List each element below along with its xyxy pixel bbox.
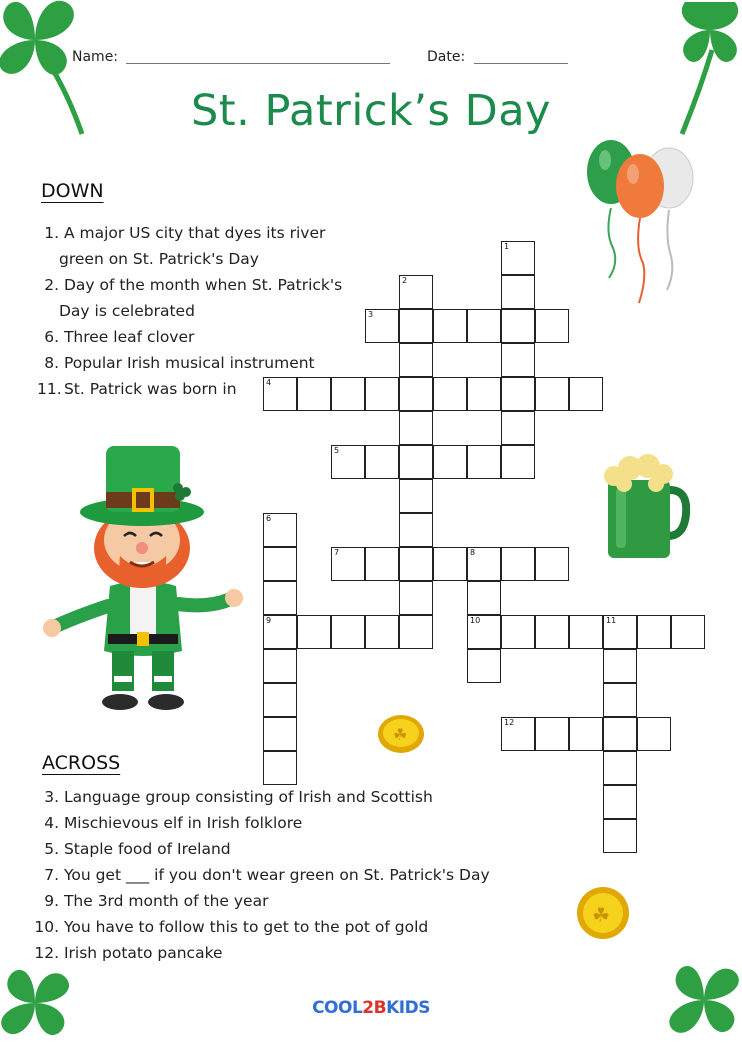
crossword-cell[interactable]	[535, 377, 569, 411]
crossword-cell[interactable]	[365, 445, 399, 479]
across-clue-number: 3.	[44, 788, 59, 806]
crossword-cell[interactable]	[399, 445, 433, 479]
crossword-cell[interactable]	[399, 309, 433, 343]
down-clue-number: 8.	[44, 354, 59, 372]
across-clue-text: Irish potato pancake	[63, 944, 223, 962]
down-clue-text: Day of the month when St. Patrick's	[63, 276, 343, 294]
cell-number: 7	[334, 548, 340, 557]
across-clue-text: Language group consisting of Irish and Scottish	[63, 788, 433, 806]
crossword-cell[interactable]	[467, 649, 501, 683]
crossword-cell[interactable]	[501, 377, 535, 411]
across-clue-4	[33, 810, 490, 836]
cell-number: 6	[266, 514, 272, 523]
across-clue-text: Staple food of Ireland	[63, 840, 231, 858]
across-clue-number: 10.	[34, 918, 59, 936]
cell-number: 9	[266, 616, 272, 625]
crossword-cell[interactable]	[297, 615, 331, 649]
cell-number: 2	[402, 276, 408, 285]
down-clue-text: green on St. Patrick's Day	[59, 250, 259, 268]
crossword-cell[interactable]	[433, 309, 467, 343]
across-clue-number: 12.	[34, 944, 59, 962]
down-clue-text: Popular Irish musical instrument	[63, 354, 315, 372]
across-clue-text: Mischievous elf in Irish folklore	[63, 814, 303, 832]
crossword-cell[interactable]	[637, 717, 671, 751]
crossword-cell[interactable]	[501, 309, 535, 343]
logo-part-1: COOL	[312, 998, 363, 1018]
crossword-cell[interactable]	[365, 309, 399, 343]
crossword-cell[interactable]	[263, 615, 297, 649]
down-clue-text: A major US city that dyes its river	[63, 224, 326, 242]
crossword-cell[interactable]	[535, 717, 569, 751]
crossword-cell[interactable]	[467, 581, 501, 615]
across-clue-12	[33, 940, 490, 966]
clover-top-right-icon	[660, 0, 742, 140]
crossword-cell[interactable]	[365, 547, 399, 581]
crossword-cell[interactable]	[603, 649, 637, 683]
crossword-cell[interactable]	[263, 547, 297, 581]
down-clue-2-cont	[37, 298, 342, 324]
crossword-cell[interactable]	[263, 513, 297, 547]
crossword-cell[interactable]	[501, 717, 535, 751]
cell-number: 8	[470, 548, 476, 557]
gold-coin-icon	[375, 712, 427, 756]
cell-number: 5	[334, 446, 340, 455]
balloons-icon	[585, 138, 695, 308]
across-clue-text: You have to follow this to get to the pot of gold	[63, 918, 429, 936]
down-clue-number: 1.	[44, 224, 59, 242]
crossword-cell[interactable]	[433, 445, 467, 479]
crossword-cell[interactable]	[501, 445, 535, 479]
crossword-cell[interactable]	[399, 547, 433, 581]
down-clue-number: 11.	[37, 380, 62, 398]
down-heading: DOWN	[41, 180, 104, 202]
crossword-cell[interactable]	[365, 377, 399, 411]
logo-part-3: KIDS	[386, 998, 430, 1018]
down-clue-number: 6.	[44, 328, 59, 346]
clover-top-left-icon	[0, 0, 100, 140]
crossword-cell[interactable]	[399, 343, 433, 377]
down-clue-text: Three leaf clover	[63, 328, 195, 346]
cell-number: 4	[266, 378, 272, 387]
crossword-cell[interactable]	[399, 411, 433, 445]
crossword-cell[interactable]	[399, 581, 433, 615]
crossword-cell[interactable]	[569, 377, 603, 411]
across-clue-10	[33, 914, 490, 940]
crossword-cell[interactable]	[399, 377, 433, 411]
down-clue-8	[37, 350, 342, 376]
crossword-cell[interactable]	[501, 615, 535, 649]
crossword-cell[interactable]	[263, 649, 297, 683]
crossword-cell[interactable]	[569, 615, 603, 649]
leprechaun-icon	[38, 436, 248, 716]
date-field[interactable]	[474, 63, 568, 64]
down-clue-2	[37, 272, 342, 298]
crossword-cell[interactable]	[467, 615, 501, 649]
crossword-cell[interactable]	[433, 547, 467, 581]
crossword-cell[interactable]	[399, 275, 433, 309]
name-label: Name:	[72, 49, 119, 65]
down-clue-1	[37, 220, 342, 246]
across-clue-9	[33, 888, 490, 914]
crossword-cell[interactable]	[433, 377, 467, 411]
across-clue-number: 4.	[44, 814, 59, 832]
crossword-cell[interactable]	[399, 513, 433, 547]
crossword-cell[interactable]	[365, 615, 399, 649]
crossword-cell[interactable]	[467, 547, 501, 581]
down-clue-11	[37, 376, 342, 402]
across-clue-5	[33, 836, 490, 862]
across-clue-7	[33, 862, 490, 888]
across-clue-number: 5.	[44, 840, 59, 858]
crossword-cell[interactable]	[603, 785, 637, 819]
crossword-cell[interactable]	[467, 377, 501, 411]
across-clue-list	[33, 784, 490, 966]
crossword-cell[interactable]	[603, 717, 637, 751]
cell-number: 12	[504, 718, 515, 727]
crossword-cell[interactable]	[263, 581, 297, 615]
across-clue-number: 7.	[44, 866, 59, 884]
crossword-cell[interactable]	[603, 751, 637, 785]
svg-text:☘: ☘	[592, 903, 610, 927]
crossword-cell[interactable]	[603, 615, 637, 649]
down-clue-text: St. Patrick was born in	[63, 380, 237, 398]
across-clue-text: You get ___ if you don't wear green on St. Patrick's Day	[63, 866, 490, 884]
svg-text:☘: ☘	[393, 725, 408, 744]
gold-coin-icon	[574, 884, 632, 942]
page-title: St. Patrick’s Day	[190, 86, 552, 136]
date-label: Date:	[427, 49, 466, 65]
down-clue-6	[37, 324, 342, 350]
crossword-cell[interactable]	[501, 411, 535, 445]
across-heading: ACROSS	[42, 752, 121, 774]
crossword-cell[interactable]	[467, 309, 501, 343]
crossword-cell[interactable]	[331, 615, 365, 649]
crossword-cell[interactable]	[331, 547, 365, 581]
cell-number: 10	[470, 616, 481, 625]
crossword-cell[interactable]	[535, 309, 569, 343]
crossword-cell[interactable]	[535, 547, 569, 581]
crossword-cell[interactable]	[263, 683, 297, 717]
across-clue-number: 9.	[44, 892, 59, 910]
crossword-cell[interactable]	[535, 615, 569, 649]
crossword-cell[interactable]	[671, 615, 705, 649]
beer-mug-icon	[600, 452, 690, 562]
crossword-cell[interactable]	[467, 445, 501, 479]
crossword-cell[interactable]	[603, 819, 637, 853]
name-field[interactable]	[126, 63, 390, 64]
across-clue-text: The 3rd month of the year	[63, 892, 269, 910]
down-clue-text: Day is celebrated	[59, 302, 195, 320]
crossword-cell[interactable]	[399, 615, 433, 649]
crossword-cell[interactable]	[637, 615, 671, 649]
crossword-cell[interactable]	[501, 275, 535, 309]
crossword-cell[interactable]	[263, 717, 297, 751]
down-clue-number: 2.	[44, 276, 59, 294]
crossword-cell[interactable]	[263, 751, 297, 785]
cell-number: 1	[504, 242, 510, 251]
cell-number: 11	[606, 616, 617, 625]
cell-number: 3	[368, 310, 374, 319]
down-clue-1-cont	[37, 246, 342, 272]
crossword-cell[interactable]	[501, 241, 535, 275]
crossword-cell[interactable]	[501, 343, 535, 377]
logo-part-2: 2B	[362, 998, 387, 1018]
down-clue-list	[37, 220, 342, 402]
across-clue-3	[33, 784, 490, 810]
crossword-cell[interactable]	[603, 683, 637, 717]
crossword-cell[interactable]	[399, 479, 433, 513]
crossword-cell[interactable]	[569, 717, 603, 751]
crossword-cell[interactable]	[501, 547, 535, 581]
crossword-cell[interactable]	[331, 445, 365, 479]
brand-logo	[0, 998, 742, 1018]
